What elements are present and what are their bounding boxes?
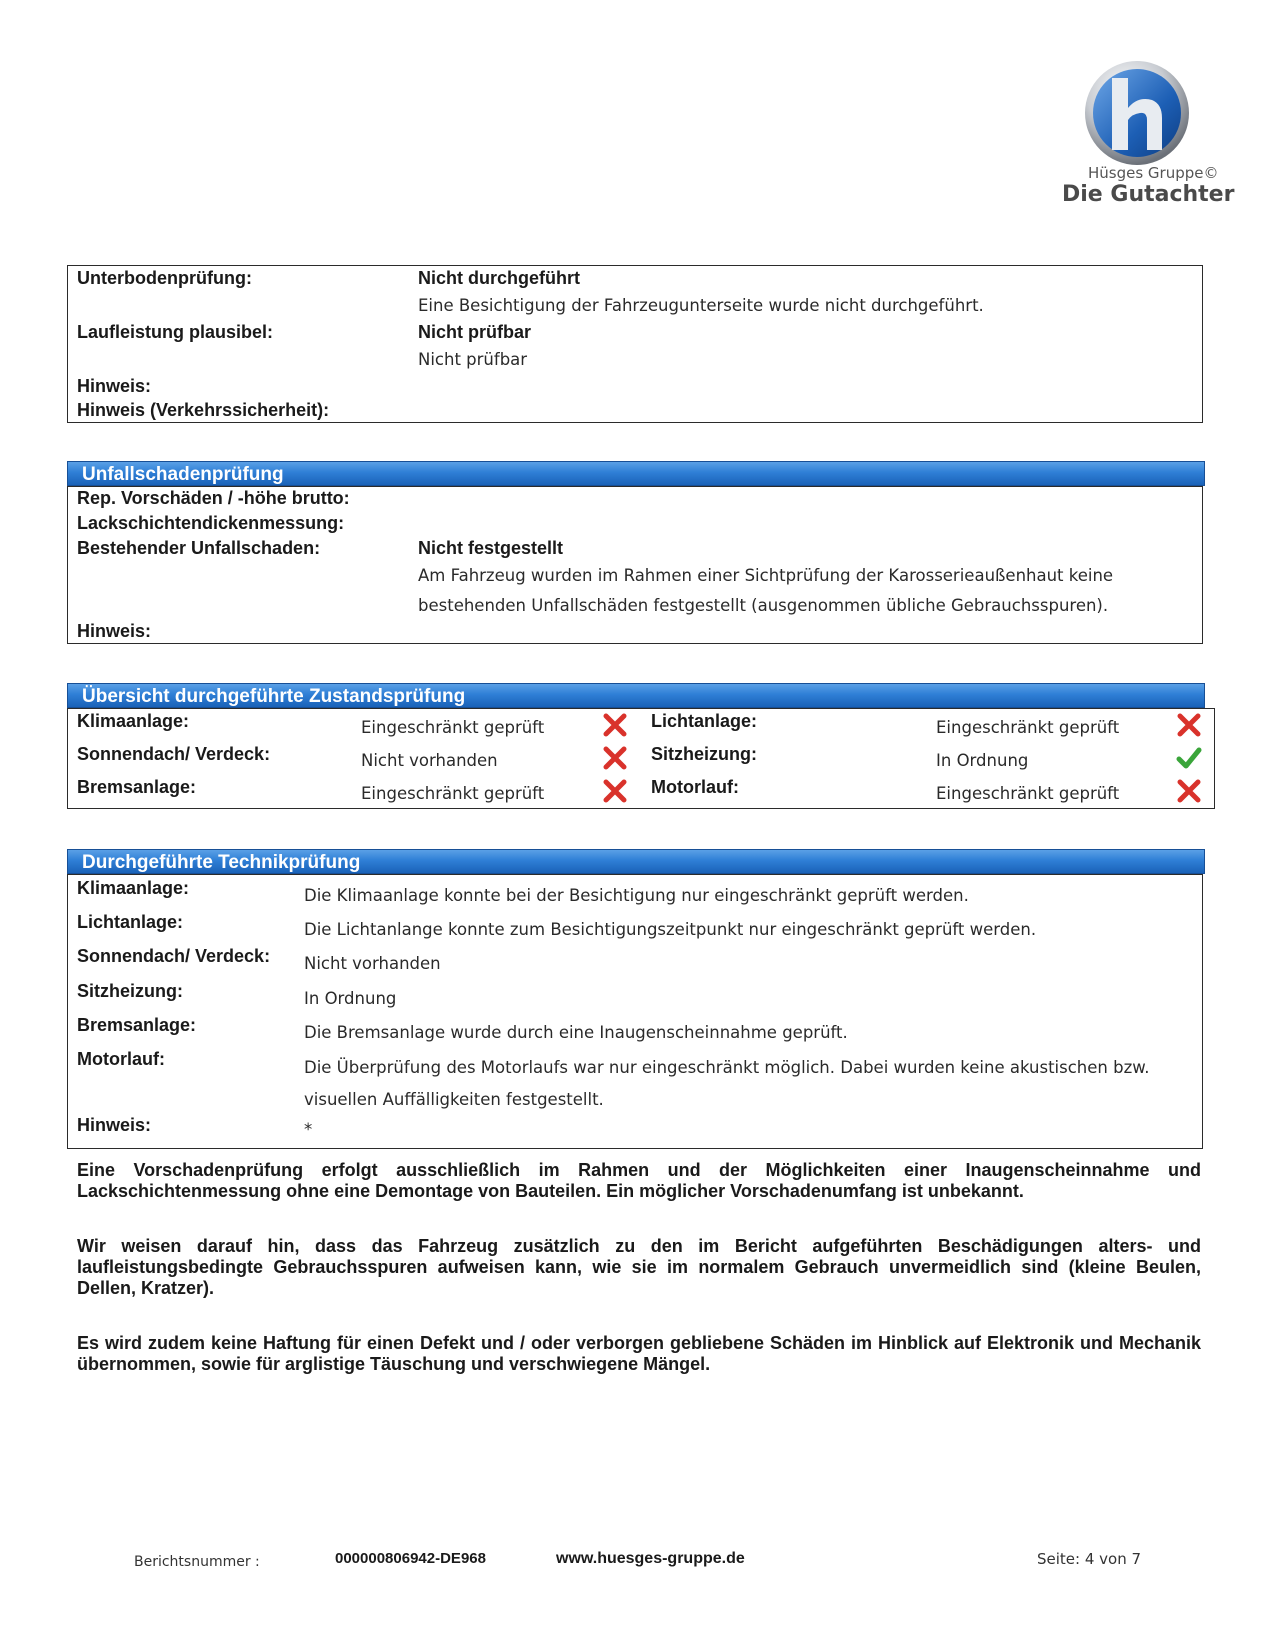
technik-value-sonnendach: Nicht vorhanden — [304, 954, 441, 973]
technik-section-box — [67, 874, 1203, 1149]
technik-value-klimaanlage: Die Klimaanlage konnte bei der Besichtigung nur eingeschränkt geprüft werden. — [304, 886, 969, 905]
technik-label-hinweis: Hinweis: — [77, 1115, 152, 1135]
technik-value-motorlauf-line1: Die Überprüfung des Motorlaufs war nur eingeschränkt möglich. Dabei wurden keine akustischen bzw. — [304, 1058, 1150, 1077]
value-unterboden: Nicht durchgeführt — [418, 268, 580, 288]
zustand-left-label-2: Bremsanlage: — [77, 777, 197, 797]
label-laufleistung: Laufleistung plausibel: — [77, 322, 274, 342]
section-header-unfall: Unfallschadenprüfung — [67, 461, 1205, 486]
note-unfallschaden-line1: Am Fahrzeug wurden im Rahmen einer Sichtprüfung der Karosserieaußenhaut keine — [418, 566, 1114, 585]
technik-label-motorlauf: Motorlauf: — [77, 1049, 165, 1069]
note-unterboden: Eine Besichtigung der Fahrzeugunterseite wurde nicht durchgeführt. — [418, 296, 984, 315]
label-hinweis: Hinweis: — [77, 376, 152, 396]
technik-label-klimaanlage: Klimaanlage: — [77, 878, 190, 898]
zustand-right-status-2: Eingeschränkt geprüft — [936, 784, 1120, 803]
zustand-left-status-0: Eingeschränkt geprüft — [361, 718, 545, 737]
zustand-left-label-0: Klimaanlage: — [77, 711, 190, 731]
footer-report-label: Berichtsnummer : — [134, 1554, 260, 1570]
unfall-section-box — [67, 486, 1203, 644]
logo-h-icon — [1082, 58, 1192, 168]
zustand-right-label-2: Motorlauf: — [651, 777, 739, 797]
disclaimer-paragraph-3: Es wird zudem keine Haftung für einen Defekt und / oder verborgen gebliebene Schäden im Hinblick auf Elektronik und Mechanik übernommen, sowie für arglistige Täuschung und verschwiegene Mängel. — [77, 1333, 1201, 1374]
note-laufleistung: Nicht prüfbar — [418, 350, 528, 369]
logo-brand-line: Hüsges Gruppe© — [1088, 164, 1219, 182]
cross-icon — [602, 712, 628, 738]
logo-tagline: Die Gutachter — [1062, 182, 1235, 207]
disclaimer-paragraph-1: Eine Vorschadenprüfung erfolgt ausschließlich im Rahmen und der Möglichkeiten einer Inaugenscheinnahme und Lackschichtenmessung ohne eine Demontage von Bauteilen. Ein möglicher Vorschadenumfang ist unbekannt. — [77, 1160, 1201, 1201]
label-hinweis-verkehrssicherheit: Hinweis (Verkehrssicherheit): — [77, 400, 330, 420]
value-laufleistung: Nicht prüfbar — [418, 322, 532, 342]
footer-report-number: 000000806942-DE968 — [335, 1550, 486, 1567]
technik-label-sonnendach: Sonnendach/ Verdeck: — [77, 946, 271, 966]
technik-value-sitzheizung: In Ordnung — [304, 989, 397, 1008]
disclaimer-paragraph-2: Wir weisen darauf hin, dass das Fahrzeug zusätzlich zu den im Bericht aufgeführten Beschädigungen alters- und laufleistungsbedingte Gebrauchsspuren aufweisen kann, wie sie im normalem Gebrauch unvermeidlich sind (kleine Beulen, Dellen, Kratzer). — [77, 1236, 1201, 1298]
section-header-zustand: Übersicht durchgeführte Zustandsprüfung — [67, 683, 1205, 708]
technik-value-lichtanlage: Die Lichtanlange konnte zum Besichtigungszeitpunkt nur eingeschränkt geprüft werden. — [304, 920, 1037, 939]
zustand-left-status-1: Nicht vorhanden — [361, 751, 498, 770]
label-lackschichten: Lackschichtendickenmessung: — [77, 513, 345, 533]
cross-icon — [602, 778, 628, 804]
cross-icon — [602, 745, 628, 771]
technik-label-sitzheizung: Sitzheizung: — [77, 981, 183, 1001]
technik-value-hinweis: * — [304, 1120, 313, 1139]
zustand-left-status-2: Eingeschränkt geprüft — [361, 784, 545, 803]
label-unterboden: Unterbodenprüfung: — [77, 268, 252, 288]
footer-page-number: Seite: 4 von 7 — [1037, 1550, 1142, 1568]
company-logo — [1060, 58, 1235, 218]
technik-label-lichtanlage: Lichtanlage: — [77, 912, 184, 932]
zustand-right-status-0: Eingeschränkt geprüft — [936, 718, 1120, 737]
cross-icon — [1176, 712, 1202, 738]
technik-value-motorlauf-line2: visuellen Auffälligkeiten festgestellt. — [304, 1090, 604, 1109]
label-unfallschaden: Bestehender Unfallschaden: — [77, 538, 321, 558]
zustand-left-label-1: Sonnendach/ Verdeck: — [77, 744, 271, 764]
label-rep-vorschaeden: Rep. Vorschäden / -höhe brutto: — [77, 488, 350, 508]
zustand-right-label-1: Sitzheizung: — [651, 744, 757, 764]
section-header-technik: Durchgeführte Technikprüfung — [67, 849, 1205, 874]
check-icon — [1176, 745, 1202, 771]
technik-label-bremsanlage: Bremsanlage: — [77, 1015, 197, 1035]
note-unfallschaden-line2: bestehenden Unfallschäden festgestellt (ausgenommen übliche Gebrauchsspuren). — [418, 596, 1109, 615]
label-unfall-hinweis: Hinweis: — [77, 621, 152, 641]
technik-value-bremsanlage: Die Bremsanlage wurde durch eine Inaugenscheinnahme geprüft. — [304, 1023, 848, 1042]
cross-icon — [1176, 778, 1202, 804]
zustand-right-label-0: Lichtanlage: — [651, 711, 758, 731]
footer-website[interactable]: www.huesges-gruppe.de — [556, 1550, 745, 1567]
zustand-right-status-1: In Ordnung — [936, 751, 1029, 770]
value-unfallschaden: Nicht festgestellt — [418, 538, 564, 558]
